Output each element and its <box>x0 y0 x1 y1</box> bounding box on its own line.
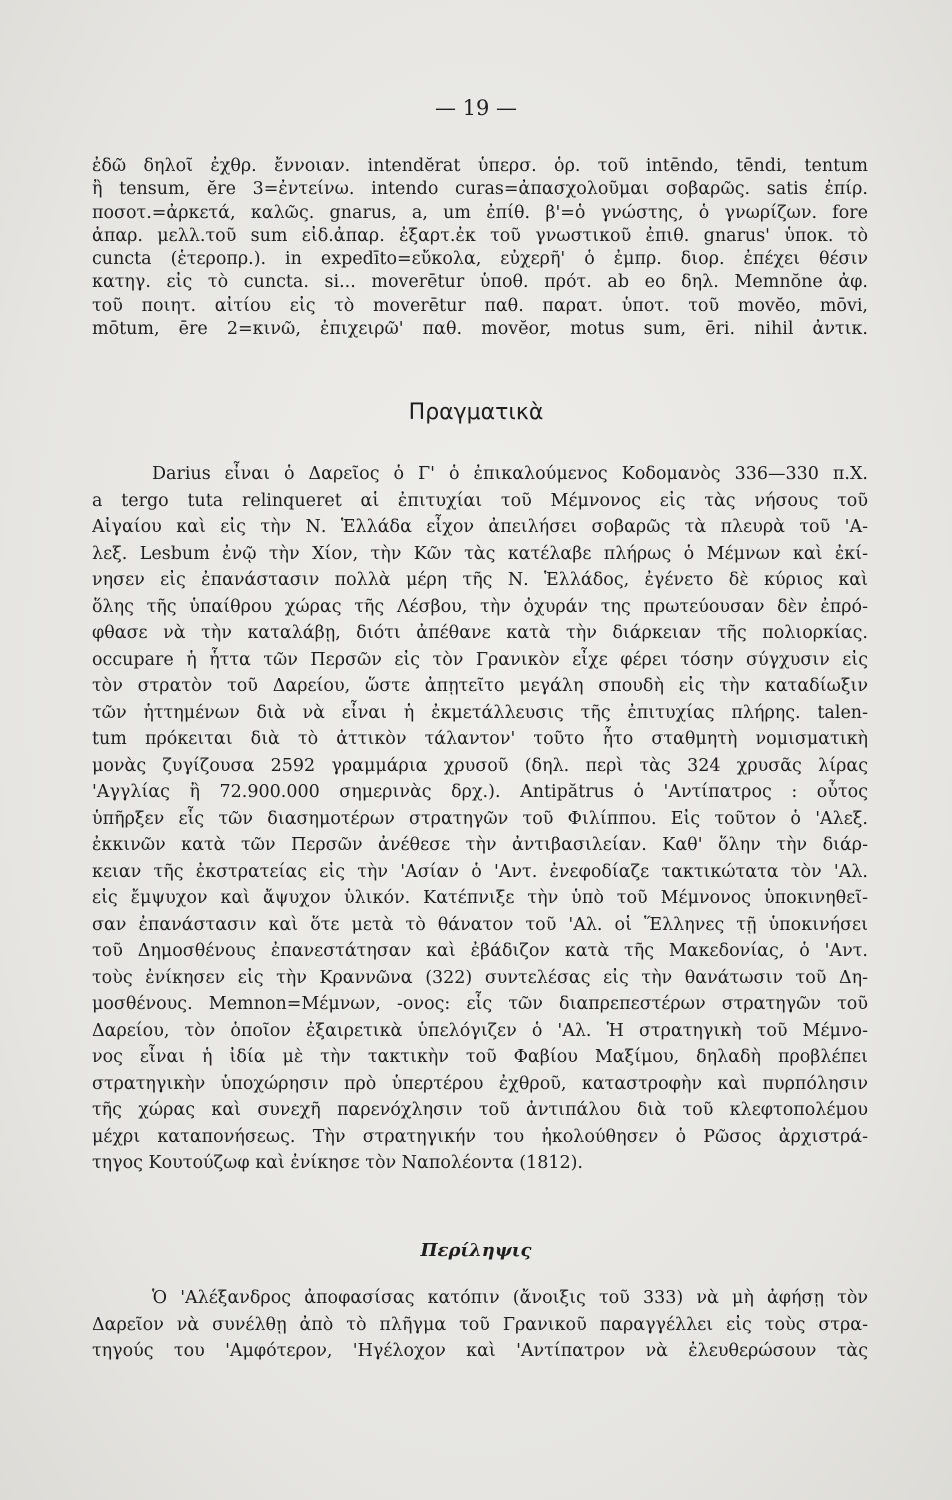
text-line: τῶν ἡττημένων διὰ νὰ εἶναι ἡ ἐκμετάλλευσις τῆς ἐπιτυχίας πλήρης. talen- <box>92 702 868 723</box>
text-line: mōtum, ēre 2=κινῶ, ἐπιχειρῶ' παθ. movĕor, motus sum, ēri. nihil ἀντικ. <box>92 319 868 340</box>
text-line: ποσοτ.=ἀρκετά, καλῶς. gnarus, a, um ἐπίθ. β'=ὁ γνώστης, ὁ γνωρίζων. fore <box>92 202 868 223</box>
section-title-perilipsis: Περίληψις <box>420 1240 532 1261</box>
text-line: φθασε νὰ τὴν καταλάβῃ, διότι ἀπέθανε κατὰ τὴν διάρκειαν τῆς πολιορκίας. <box>92 623 868 643</box>
page-number: — 19 — <box>434 96 518 120</box>
text-line: ἐκκινῶν κατὰ τῶν Περσῶν ἀνέθεσε τὴν ἀντιβασιλείαν. Καθ' ὅλην τὴν διάρ- <box>92 835 868 855</box>
text-line: μέχρι καταπονήσεως. Τὴν στρατηγικήν του ἠκολούθησεν ὁ Ρῶσος ἀρχιστρά- <box>92 1126 868 1147</box>
text-line: Δαρείου, τὸν ὁποῖον ἐξαιρετικὰ ὑπελόγιζεν ὁ 'Αλ. Ἡ στρατηγικὴ τοῦ Μέμνο- <box>92 1020 868 1041</box>
text-line: τοὺς ἐνίκησεν εἰς τὴν Κραννῶνα (322) συντελέσας εἰς τὴν θανάτωσιν τοῦ Δη- <box>92 967 868 988</box>
text-line: τῆς χώρας καὶ συνεχῆ παρενόχλησιν τοῦ ἀντιπάλου διὰ τοῦ κλεφτοπολέμου <box>92 1100 868 1120</box>
text-line: εἰς ἔμψυχον καὶ ἄψυχον ὑλικόν. Κατέπνιξε τὴν ὑπὸ τοῦ Μέμνονος ὑποκινηθεῖ- <box>92 888 868 908</box>
text-line: tum πρόκειται διὰ τὸ ἀττικὸν τάλαντον' τοῦτο ἦτο σταθμητὴ νομισματικὴ <box>92 729 868 749</box>
text-line: τηγούς του 'Αμφότερον, 'Ηγέλοχον καὶ 'Αντίπατρον νὰ ἐλευθερώσουν τὰς <box>92 1341 868 1361</box>
text-line: κειαν τῆς ἐκστρατείας εἰς τὴν 'Ασίαν ὁ 'Αντ. ἐνεφοδίαζε τακτικώτατα τὸν 'Αλ. <box>92 861 868 882</box>
text-line: νησεν εἰς ἐπανάστασιν πολλὰ μέρη τῆς Ν. Ἑλλάδος, ἐγένετο δὲ κύριος καὶ <box>92 570 868 590</box>
text-line: κατηγ. εἰς τὸ cuncta. si... moverētur ὑποθ. πρότ. ab eo δηλ. Memnŏne ἀφ. <box>92 272 868 293</box>
text-line: μοσθένους. Memnon=Μέμνων, -ονος: εἷς τῶν διαπρεπεστέρων στρατηγῶν τοῦ <box>92 994 868 1014</box>
text-line: νος εἶναι ἡ ἰδία μὲ τὴν τακτικὴν τοῦ Φαβίου Μαξίμου, δηλαδὴ προβλέπει <box>92 1047 868 1067</box>
text-line: μονὰς ζυγίζουσα 2592 γραμμάρια χρυσοῦ (δηλ. περὶ τὰς 324 χρυσᾶς λίρας <box>92 755 868 776</box>
text-line: ἢ tensum, ĕre 3=ἐντείνω. intendo curas=ἀπασχολοῦμαι σοβαρῶς. satis ἐπίρ. <box>92 179 868 200</box>
text-line: Αἰγαίου καὶ εἰς τὴν Ν. Ἑλλάδα εἶχον ἀπειλήσει σοβαρῶς τὰ πλευρὰ τοῦ 'Α- <box>92 517 868 537</box>
text-line: στρατηγικὴν ὑποχώρησιν πρὸ ὑπερτέρου ἐχθροῦ, καταστροφὴν καὶ πυρπόλησιν <box>92 1073 868 1094</box>
text-line: occupare ἡ ἧττα τῶν Περσῶν εἰς τὸν Γρανικὸν εἶχε φέρει τόσην σύγχυσιν εἰς <box>92 649 868 670</box>
text-line: 'Αγγλίας ἢ 72.900.000 σημερινὰς δρχ.). Antipătrus ὁ 'Αντίπατρος : οὗτος <box>92 782 868 802</box>
commentary-block <box>92 461 868 1177</box>
text-line: ὅλης τῆς ὑπαίθρου χώρας τῆς Λέσβου, τὴν ὀχυράν της πρωτεύουσαν δὲν ἐπρό- <box>92 596 868 617</box>
text-line: ἀπαρ. μελλ.τοῦ sum εἰδ.ἀπαρ. ἐξαρτ.ἐκ τοῦ γνωστικοῦ ἐπιθ. gnarus' ὑποκ. τὸ <box>92 225 868 246</box>
text-line: cuncta (ἑτεροπρ.). in expedīto=εὔκολα, εὐχερῆ' ὁ ἐμπρ. διορ. ἐπέχει θέσιν <box>92 249 868 270</box>
text-line: Darius εἶναι ὁ Δαρεῖος ὁ Γ' ὁ ἐπικαλούμενος Κοδομανὸς 336—330 π.Χ. <box>152 464 868 484</box>
text-line: τοῦ ποιητ. αἰτίου εἰς τὸ moverētur παθ. παρατ. ὑποτ. τοῦ movĕo, mōvi, <box>92 295 868 316</box>
text-line: Δαρεῖον νὰ συνέλθῃ ἀπὸ τὸ πλῆγμα τοῦ Γρανικοῦ παραγγέλλει εἰς τοὺς στρα- <box>92 1314 868 1335</box>
text-line: ὑπῆρξεν εἷς τῶν διασημοτέρων στρατηγῶν τοῦ Φιλίππου. Εἰς τοῦτον ὁ 'Αλεξ. <box>92 808 868 829</box>
text-line: λεξ. Lesbum ἐνῷ τὴν Χίον, τὴν Κῶν τὰς κατέλαβε πλήρως ὁ Μέμνων καὶ ἐκί- <box>92 543 868 564</box>
text-line: τηγος Κουτούζωφ καὶ ἐνίκησε τὸν Ναπολέοντα (1812). <box>92 1153 583 1173</box>
section-title-pragmatika: Πραγματικὰ <box>408 400 544 425</box>
notes-block <box>92 155 868 341</box>
text-line: τοῦ Δημοσθένους ἐπανεστάτησαν καὶ ἐβάδιζον κατὰ τῆς Μακεδονίας, ὁ 'Αντ. <box>92 941 868 961</box>
text-line: a tergo tuta relinqueret αἱ ἐπιτυχίαι τοῦ Μέμνονος εἰς τὰς νήσους τοῦ <box>92 490 868 511</box>
text-line: σαν ἐπανάστασιν καὶ ὅτε μετὰ τὸ θάνατον τοῦ 'Αλ. οἱ Ἕλληνες τῇ ὑποκινήσει <box>92 914 868 935</box>
text-line: ἐδῶ δηλοῖ ἐχθρ. ἔννοιαν. intendĕrat ὑπερσ. ὁρ. τοῦ intēndo, tēndi, tentum <box>92 156 868 176</box>
text-line: Ὁ 'Αλέξανδρος ἀποφασίσας κατόπιν (ἄνοιξις τοῦ 333) νὰ μὴ ἀφήσῃ τὸν <box>152 1288 868 1308</box>
summary-block <box>92 1285 868 1365</box>
text-line: τὸν στρατὸν τοῦ Δαρείου, ὥστε ἀπῃτεῖτο μεγάλη σπουδὴ εἰς τὴν καταδίωξιν <box>92 676 868 696</box>
